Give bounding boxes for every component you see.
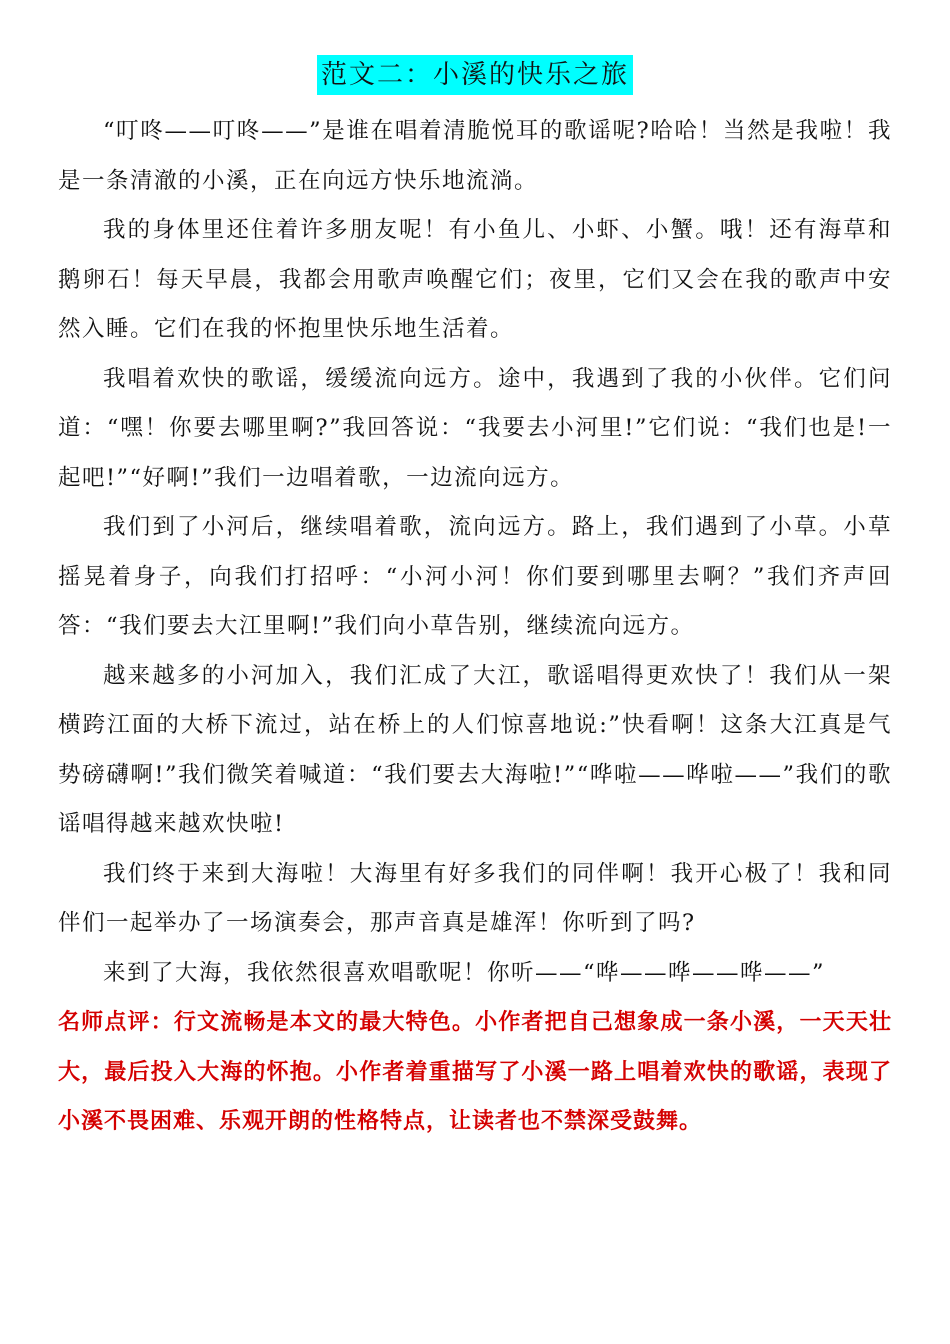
- paragraph-5: 越来越多的小河加入，我们汇成了大江，歌谣唱得更欢快了！我们从一架横跨江面的大桥下流过，站在桥上的人们惊喜地说:”快看啊！这条大江真是气势磅礴啊!”我们微笑着喊道：“我们要去大海啦!”“哗啦——哗啦——”我们的歌谣唱得越来越欢快啦!: [58, 662, 892, 837]
- paragraph-2: 我的身体里还住着许多朋友呢！有小鱼儿、小虾、小蟹。哦！还有海草和鹅卵石！每天早晨，我都会用歌声唤醒它们；夜里，它们又会在我的歌声中安然入睡。它们在我的怀抱里快乐地生活着。: [58, 217, 892, 342]
- paragraph-6: 我们终于来到大海啦！大海里有好多我们的同伴啊！我开心极了！我和同伴们一起举办了一场演奏会，那声音真是雄浑！你听到了吗?: [58, 860, 892, 936]
- page-title: 范文二：小溪的快乐之旅: [317, 55, 633, 95]
- paragraph-7: 来到了大海，我依然很喜欢唱歌呢！你听——“哗——哗——哗——”: [103, 959, 826, 986]
- paragraph-4: 我们到了小河后，继续唱着歌，流向远方。路上，我们遇到了小草。小草摇晃着身子，向我们打招呼：“小河小河！你们要到哪里去啊？”我们齐声回答：“我们要去大江里啊!”我们向小草告别，继续流向远方。: [58, 514, 892, 639]
- paragraph-1: “叮咚——叮咚——”是谁在唱着清脆悦耳的歌谣呢?哈哈！当然是我啦！我是一条清澈的小溪，正在向远方快乐地流淌。: [58, 118, 892, 194]
- title-container: [58, 55, 892, 103]
- document-page: [58, 55, 892, 1147]
- paragraph-3: 我唱着欢快的歌谣，缓缓流向远方。途中，我遇到了我的小伙伴。它们问道：“嘿！你要去哪里啊?”我回答说：“我要去小河里!”它们说：“我们也是!一起吧!”“好啊!”我们一边唱着歌，一边流向远方。: [58, 365, 892, 491]
- teacher-comment: 名师点评：行文流畅是本文的最大特色。小作者把自己想象成一条小溪，一天天壮大，最后投入大海的怀抱。小作者着重描写了小溪一路上唱着欢快的歌谣，表现了小溪不畏困难、乐观开朗的性格特点，让读者也不禁深受鼓舞。: [58, 1010, 892, 1134]
